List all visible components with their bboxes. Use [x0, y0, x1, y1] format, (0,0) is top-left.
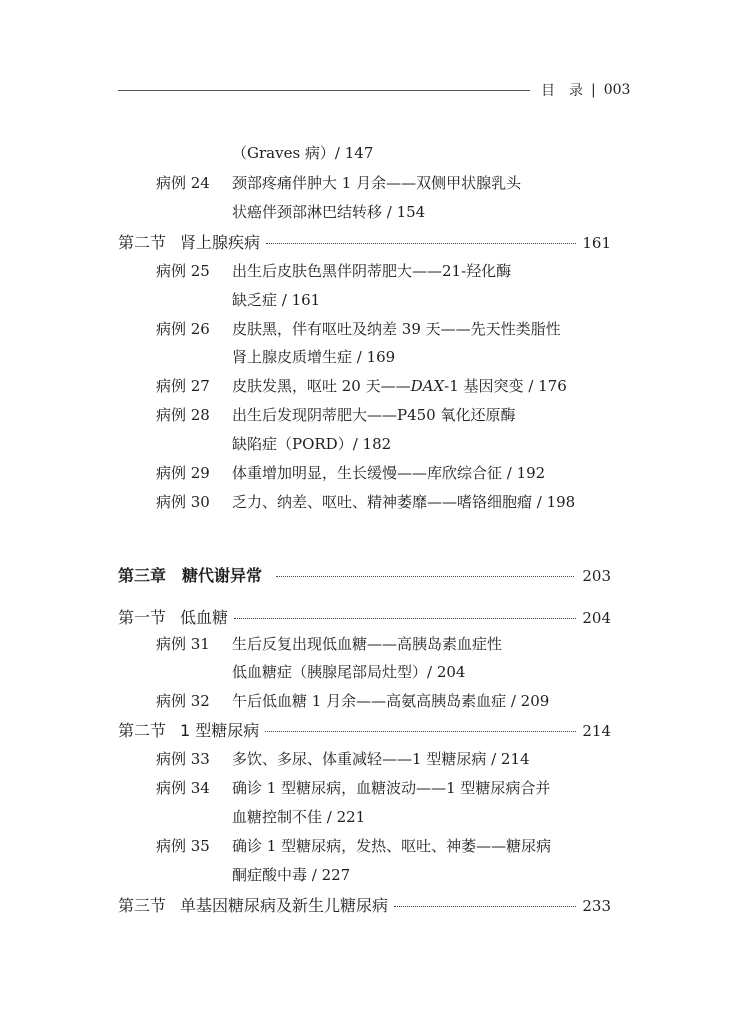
case-title-cont: 状癌伴颈部淋巴结转移 / 154	[232, 203, 426, 221]
case-label: 病例 29	[156, 464, 210, 482]
case-title-cont: 血糖控制不佳 / 221	[232, 808, 366, 826]
case-title: 多饮、多尿、体重减轻——1 型糖尿病 / 214	[232, 750, 530, 768]
dot-leader	[265, 731, 576, 732]
case-title-part: 皮肤发黑，呕吐 20 天——	[232, 377, 411, 395]
chapter-page: 203	[582, 567, 611, 585]
dot-leader	[266, 243, 576, 244]
section-title: 肾上腺疾病	[180, 233, 261, 252]
section-title: 单基因糖尿病及新生儿糖尿病	[180, 896, 389, 915]
toc-section-entry[interactable]	[118, 718, 611, 741]
case-title: 生后反复出现低血糖——高胰岛素血症性	[232, 635, 503, 653]
case-label: 病例 32	[156, 692, 210, 710]
case-label: 病例 28	[156, 406, 210, 424]
running-header	[541, 80, 630, 100]
case-label: 病例 34	[156, 779, 210, 797]
case-title-part: -1 基因突变 / 176	[444, 377, 567, 395]
section-number: 第二节	[118, 721, 167, 740]
case-label: 病例 31	[156, 635, 210, 653]
case-label: 病例 25	[156, 262, 210, 280]
case-title-cont: 低血糖症（胰腺尾部局灶型）/ 204	[232, 663, 466, 681]
case-title: 午后低血糖 1 月余——高氨高胰岛素血症 / 209	[232, 692, 550, 710]
toc-chapter-entry[interactable]	[118, 563, 611, 586]
case-label: 病例 26	[156, 320, 210, 338]
section-title: 低血糖	[180, 608, 229, 627]
chapter-title: 糖代谢异常	[182, 566, 263, 585]
case-label: 病例 33	[156, 750, 210, 768]
section-page: 204	[582, 609, 611, 627]
case-label: 病例 35	[156, 837, 210, 855]
case-label: 病例 27	[156, 377, 210, 395]
section-number: 第一节	[118, 608, 167, 627]
toc-section-entry[interactable]	[118, 893, 611, 916]
header-section-title: 目 录	[541, 83, 583, 99]
section-page: 233	[582, 897, 611, 915]
case-label: 病例 24	[156, 174, 210, 192]
header-separator: |	[591, 82, 596, 98]
toc-continuation-line: （Graves 病）/ 147	[232, 144, 374, 162]
section-page: 161	[582, 234, 611, 252]
dot-leader	[394, 906, 576, 907]
case-title: 体重增加明显，生长缓慢——库欣综合征 / 192	[232, 464, 546, 482]
case-title-cont: 缺乏症 / 161	[232, 291, 321, 309]
dot-leader	[234, 618, 576, 619]
header-page-number: 003	[603, 82, 631, 98]
case-title-cont: 酮症酸中毒 / 227	[232, 866, 351, 884]
case-title-cont: 缺陷症（PORD）/ 182	[232, 435, 392, 453]
case-title: 确诊 1 型糖尿病，发热、呕吐、神萎——糖尿病	[232, 837, 552, 855]
case-title: 皮肤黑，伴有呕吐及纳差 39 天——先天性类脂性	[232, 320, 561, 338]
section-number: 第三节	[118, 896, 167, 915]
case-title: 颈部疼痛伴肿大 1 月余——双侧甲状腺乳头	[232, 174, 522, 192]
section-number: 第二节	[118, 233, 167, 252]
case-title	[232, 375, 567, 396]
case-label: 病例 30	[156, 493, 210, 511]
gene-name: DAX	[410, 377, 445, 395]
section-title: 1 型糖尿病	[180, 721, 260, 740]
chapter-number: 第三章	[118, 566, 167, 585]
toc-section-entry[interactable]	[118, 605, 611, 628]
case-title-cont: 肾上腺皮质增生症 / 169	[232, 348, 396, 366]
case-title: 确诊 1 型糖尿病，血糖波动——1 型糖尿病合并	[232, 779, 551, 797]
case-title: 出生后皮肤色黑伴阴蒂肥大——21-羟化酶	[232, 262, 512, 280]
section-page: 214	[582, 722, 611, 740]
case-title: 乏力、纳差、呕吐、精神萎靡——嗜铬细胞瘤 / 198	[232, 493, 576, 511]
dot-leader	[276, 576, 574, 577]
case-title: 出生后发现阴蒂肥大——P450 氧化还原酶	[232, 406, 516, 424]
header-rule	[118, 90, 530, 91]
toc-section-entry[interactable]	[118, 230, 611, 253]
